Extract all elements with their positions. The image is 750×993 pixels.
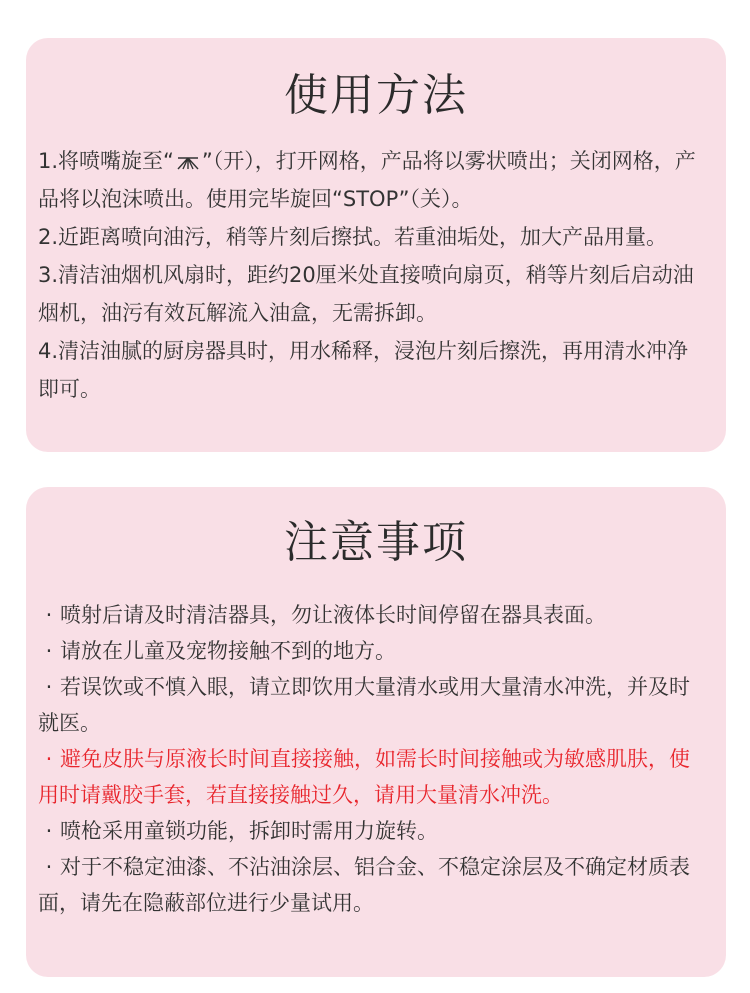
bullet: · (45, 855, 53, 879)
bullet: · (45, 603, 53, 627)
usage-step-list (26, 142, 726, 408)
usage-step (38, 142, 708, 218)
usage-step: 3.清洁油烟机风扇时，距约20厘米处直接喷向扇页，稍等片刻后启动油烟机，油污有效瓦解流入油盒，无需拆卸。 (38, 263, 694, 325)
bullet: · (45, 819, 53, 843)
bullet: · (45, 675, 53, 699)
notes-item (38, 813, 710, 849)
spray-nozzle-icon (175, 156, 201, 170)
notes-item-text: 喷枪采用童锁功能，拆卸时需用力旋转。 (60, 819, 438, 843)
bullet: · (45, 639, 53, 663)
notes-item (38, 633, 710, 669)
notes-item-text: 若误饮或不慎入眼，请立即饮用大量清水或用大量清水冲洗，并及时就医。 (38, 675, 690, 735)
usage-title: 使用方法 (284, 70, 468, 121)
notes-item (38, 849, 710, 921)
notes-item (38, 597, 710, 633)
notes-list (26, 597, 726, 921)
notes-item-text: 对于不稳定油漆、不沾油涂层、铝合金、不稳定涂层及不确定材质表面，请先在隐蔽部位进行少量试用。 (38, 855, 690, 915)
notes-item-text: 请放在儿童及宠物接触不到的地方。 (60, 639, 396, 663)
notes-title: 注意事项 (284, 517, 468, 568)
notes-item-text: 喷射后请及时清洁器具，勿让液体长时间停留在器具表面。 (60, 603, 606, 627)
notes-item-text: 避免皮肤与原液长时间直接接触，如需长时间接触或为敏感肌肤，使用时请戴胶手套，若直接接触过久，请用大量清水冲洗。 (38, 747, 690, 807)
usage-card (26, 38, 726, 452)
usage-step: 4.清洁油腻的厨房器具时，用水稀释，浸泡片刻后擦洗，再用清水冲净即可。 (38, 339, 689, 401)
usage-step: 2.近距离喷向油污，稍等片刻后擦拭。若重油垢处，加大产品用量。 (38, 225, 668, 249)
usage-step-text-pre: 1.将喷嘴旋至“ (38, 149, 174, 173)
bullet: · (45, 747, 53, 771)
notes-item (38, 669, 710, 741)
usage-step-text-post: ”（开），打开网格，产品将以雾状喷出；关闭网格，产品将以泡沫喷出。使用完毕旋回“STOP”（关）。 (38, 149, 696, 211)
notes-card (26, 487, 726, 977)
notes-item-warning (38, 741, 710, 813)
